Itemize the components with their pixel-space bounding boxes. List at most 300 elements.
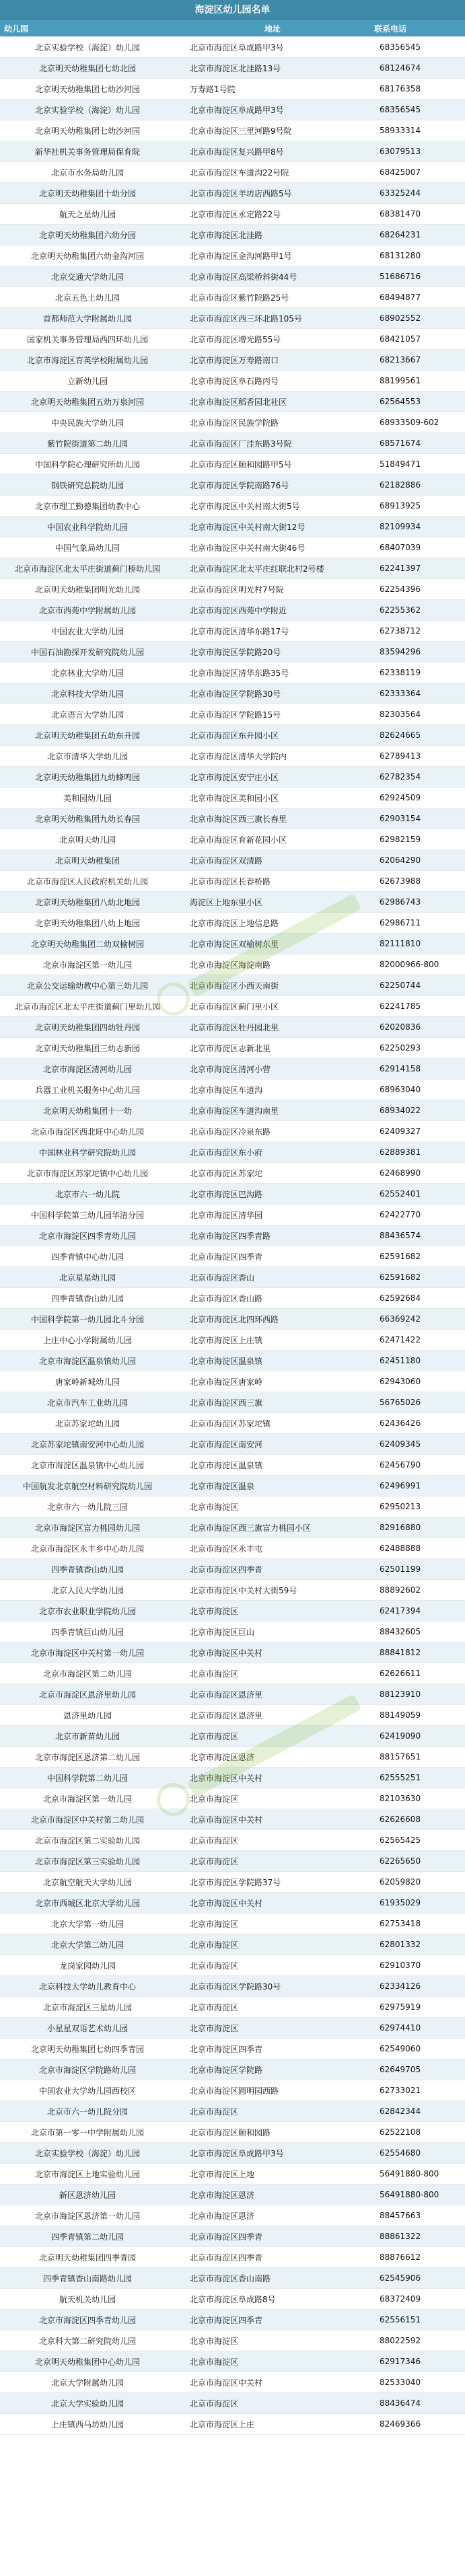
kindergarten-name: 北京市海淀区第二幼儿园 [0,1663,175,1684]
kindergarten-name: 北京科大第二研究院幼儿园 [0,2331,175,2351]
kindergarten-address: 北京市海淀区厂洼东路3号院 [175,433,370,454]
kindergarten-table [0,20,465,2435]
kindergarten-address: 北京市海淀区增光路55号 [175,329,370,350]
kindergarten-name: 北京林业大学幼儿园 [0,662,175,683]
table-row [0,371,465,391]
table-row [0,2393,465,2414]
table-row [0,2018,465,2039]
table-row [0,329,465,350]
kindergarten-address: 北京市海淀区四季青 [175,2039,370,2059]
kindergarten-phone: 62545906 [370,2268,465,2289]
kindergarten-address: 北京市海淀区 [175,2393,370,2414]
kindergarten-address: 北京市海淀区西三旗富力桃园小区 [175,1517,370,1538]
kindergarten-phone: 62250744 [370,975,465,996]
kindergarten-phone: 61935029 [370,1893,465,1914]
kindergarten-address: 北京市海淀区 [175,1497,370,1517]
kindergarten-address: 北京市海淀区四季青 [175,2226,370,2247]
kindergarten-phone: 68381470 [370,204,465,225]
kindergarten-phone: 62456790 [370,1455,465,1476]
kindergarten-phone: 62338119 [370,662,465,683]
table-row [0,412,465,433]
kindergarten-address: 北京市海淀区小西天南街 [175,975,370,996]
table-row [0,1455,465,1476]
table-row [0,454,465,475]
kindergarten-phone: 88123910 [370,1684,465,1705]
table-row [0,1663,465,1684]
table-row [0,2310,465,2331]
kindergarten-address: 北京市海淀区中关村 [175,1642,370,1663]
kindergarten-address: 北京市海淀区清华东路17号 [175,621,370,642]
kindergarten-phone: 62753418 [370,1914,465,1934]
kindergarten-name: 北京市海淀区上地实验幼儿园 [0,2164,175,2185]
table-row [0,475,465,496]
kindergarten-address: 北京市海淀区高梁桥斜街44号 [175,266,370,287]
kindergarten-phone: 68425007 [370,162,465,183]
table-row [0,746,465,767]
table-row [0,1100,465,1121]
kindergarten-name: 北京明天幼稚集团 [0,850,175,871]
kindergarten-name: 紫竹院街道第二幼儿园 [0,433,175,454]
table-row [0,245,465,266]
table-row [0,1392,465,1413]
kindergarten-address: 北京市海淀区上庄镇 [175,1330,370,1351]
kindergarten-address: 北京市海淀区阜成路甲3号 [175,2143,370,2164]
kindergarten-phone: 62549060 [370,2039,465,2059]
kindergarten-address: 海淀区上地东里小区 [175,892,370,913]
kindergarten-address: 北京市海淀区四季青路 [175,1225,370,1246]
kindergarten-address: 北京市海淀区稻香园北社区 [175,391,370,412]
kindergarten-name: 北京明天幼稚集团四季青园 [0,2247,175,2268]
kindergarten-phone: 62501199 [370,1559,465,1580]
kindergarten-phone: 62419090 [370,1726,465,1747]
kindergarten-address: 北京市海淀区中关村 [175,1768,370,1788]
kindergarten-phone: 82624665 [370,725,465,746]
kindergarten-address: 北京市海淀区双清路 [175,850,370,871]
kindergarten-phone: 82109934 [370,517,465,537]
kindergarten-name: 北京市海淀区富力桃园幼儿园 [0,1517,175,1538]
kindergarten-phone: 63079513 [370,141,465,162]
kindergarten-name: 中国科学院心理研究所幼儿园 [0,454,175,475]
kindergarten-name: 北京市海淀区温泉镇中心幼儿园 [0,1455,175,1476]
kindergarten-name: 航天机关幼儿园 [0,2289,175,2310]
kindergarten-phone: 68571674 [370,433,465,454]
kindergarten-name: 中国农业大学幼儿园 [0,621,175,642]
header-name: 幼儿园 [0,20,175,37]
table-row [0,2226,465,2247]
header-address: 地址 [175,20,370,37]
kindergarten-address: 北京市海淀区中关村南大街5号 [175,496,370,517]
kindergarten-phone: 82303564 [370,704,465,725]
table-row [0,1246,465,1267]
kindergarten-name: 中国航发北京航空材料研究院幼儿园 [0,1476,175,1497]
kindergarten-address: 北京市海淀区学院南路76号 [175,475,370,496]
table-row [0,2205,465,2226]
kindergarten-address: 北京市海淀区温泉镇 [175,1351,370,1371]
kindergarten-phone: 66369242 [370,1309,465,1330]
table-row [0,1809,465,1830]
kindergarten-name: 北京市海淀区中关村第二幼儿园 [0,1809,175,1830]
kindergarten-name: 北京市海淀区学院路幼儿园 [0,2059,175,2080]
kindergarten-phone: 62182886 [370,475,465,496]
kindergarten-phone: 62471422 [370,1330,465,1351]
kindergarten-phone: 56765026 [370,1392,465,1413]
kindergarten-address: 北京市海淀区清河小营 [175,1059,370,1079]
kindergarten-address: 北京市海淀区明光村7号院 [175,579,370,600]
kindergarten-name: 北京实验学校（海淀）幼儿园 [0,2143,175,2164]
kindergarten-address: 北京市海淀区巴沟路 [175,1184,370,1205]
kindergarten-phone: 82533040 [370,2372,465,2393]
kindergarten-phone: 62917346 [370,2351,465,2372]
kindergarten-phone: 88432605 [370,1622,465,1642]
kindergarten-address: 北京市海淀区中关村大街59号 [175,1580,370,1601]
kindergarten-name: 北京市海淀区三星幼儿园 [0,1997,175,2018]
kindergarten-address: 北京市海淀区北洼路13号 [175,58,370,79]
kindergarten-address: 北京市海淀区蓟门里小区 [175,996,370,1017]
kindergarten-address: 北京市海淀区恩济 [175,2205,370,2226]
kindergarten-name: 四季青镇巨山幼儿园 [0,1622,175,1642]
kindergarten-address: 北京市海淀区四季青 [175,2247,370,2268]
kindergarten-phone: 62417394 [370,1601,465,1622]
table-row [0,2351,465,2372]
table-row [0,58,465,79]
kindergarten-name: 北京市西城区北京大学幼儿园 [0,1893,175,1914]
table-row [0,1997,465,2018]
kindergarten-name: 北京市海淀区温泉镇幼儿园 [0,1351,175,1371]
kindergarten-phone: 62950213 [370,1497,465,1517]
kindergarten-address: 北京市海淀区羊坊店西路5号 [175,183,370,204]
kindergarten-address: 北京市海淀区 [175,1726,370,1747]
kindergarten-phone: 62064290 [370,850,465,871]
kindergarten-name: 北京市理工勤德集团幼教中心 [0,496,175,517]
table-row [0,1267,465,1288]
table-row [0,1580,465,1601]
kindergarten-phone: 62986711 [370,913,465,934]
kindergarten-name: 中国气象局幼儿园 [0,537,175,558]
kindergarten-phone: 62265650 [370,1851,465,1872]
table-row [0,2268,465,2289]
table-row [0,1622,465,1642]
kindergarten-phone: 56491880-800 [370,2185,465,2205]
kindergarten-phone: 88436474 [370,2393,465,2414]
kindergarten-address: 北京市海淀区西三环北路105号 [175,308,370,329]
kindergarten-address: 北京市海淀区中关村 [175,1809,370,1830]
kindergarten-name: 北京市新苗幼儿园 [0,1726,175,1747]
kindergarten-address: 北京市海淀区西苑中学附近 [175,600,370,621]
kindergarten-address: 北京市海淀区 [175,2351,370,2372]
table-body [0,37,465,2435]
kindergarten-address: 北京市海淀区三里河路9号院 [175,120,370,141]
kindergarten-phone: 62943060 [370,1371,465,1392]
table-row [0,433,465,454]
kindergarten-phone: 62914158 [370,1059,465,1079]
kindergarten-phone: 62592684 [370,1288,465,1309]
kindergarten-name: 北京苏家坨镇南安河中心幼儿园 [0,1434,175,1455]
table-row [0,537,465,558]
kindergarten-name: 北京市海淀区人民政府机关幼儿园 [0,871,175,892]
table-row [0,162,465,183]
kindergarten-phone: 62782354 [370,767,465,788]
table-row [0,225,465,245]
kindergarten-phone: 82916880 [370,1517,465,1538]
table-row [0,1351,465,1371]
kindergarten-phone: 62552401 [370,1184,465,1205]
table-row [0,120,465,141]
table-row [0,517,465,537]
table-row [0,1434,465,1455]
kindergarten-name: 北京明天幼稚集团明光幼儿园 [0,579,175,600]
kindergarten-name: 唐家岭新城幼儿园 [0,1371,175,1392]
kindergarten-name: 四季青镇香山幼儿园 [0,1288,175,1309]
kindergarten-phone: 68934022 [370,1100,465,1121]
kindergarten-address: 北京市海淀区金沟河路甲1号 [175,245,370,266]
kindergarten-name: 国家机关事务管理局西四环幼儿园 [0,329,175,350]
kindergarten-address: 北京市海淀区北太平庄红联北村2号楼 [175,558,370,579]
table-row [0,871,465,892]
kindergarten-name: 中国科学院第三幼儿园华清分园 [0,1205,175,1225]
kindergarten-name: 北京科技大学幼儿园 [0,683,175,704]
kindergarten-address: 北京市海淀区巨山 [175,1622,370,1642]
kindergarten-name: 北京大学第二幼儿园 [0,1934,175,1955]
table-row [0,1851,465,1872]
kindergarten-phone: 62451180 [370,1351,465,1371]
kindergarten-name: 中国科学院第一幼儿园北斗分园 [0,1309,175,1330]
kindergarten-name: 四季青镇香山南路幼儿园 [0,2268,175,2289]
kindergarten-name: 北京大学第一幼儿园 [0,1914,175,1934]
kindergarten-name: 北京市海淀区育英学校附属幼儿园 [0,350,175,371]
table-row [0,2059,465,2080]
table-row [0,767,465,788]
kindergarten-name: 航天之星幼儿园 [0,204,175,225]
kindergarten-name: 北京明天幼稚集团七幼沙河园 [0,79,175,100]
kindergarten-name: 北京市海淀区四季青幼儿园 [0,2310,175,2331]
kindergarten-name: 北京市海淀区恩济第二幼儿园 [0,1747,175,1768]
kindergarten-name: 北京星星幼儿园 [0,1267,175,1288]
kindergarten-name: 上庄中心小学附属幼儿园 [0,1330,175,1351]
kindergarten-address: 北京市海淀区 [175,2331,370,2351]
kindergarten-phone: 62496991 [370,1476,465,1497]
kindergarten-name: 北京公交运输幼教中心第三幼儿园 [0,975,175,996]
kindergarten-name: 北京明天幼稚集团六幼金沟河园 [0,245,175,266]
kindergarten-address: 北京市海淀区学院路30号 [175,683,370,704]
kindergarten-address: 北京市海淀区恩济 [175,2185,370,2205]
kindergarten-phone: 62422770 [370,1205,465,1225]
kindergarten-address: 北京市海淀区中关村南大街46号 [175,537,370,558]
table-row [0,725,465,746]
kindergarten-phone: 62436426 [370,1413,465,1434]
table-row [0,1059,465,1079]
table-row [0,954,465,975]
table-row [0,1476,465,1497]
kindergarten-address: 万寿路1号院 [175,79,370,100]
kindergarten-address: 北京市海淀区香山 [175,1267,370,1288]
kindergarten-phone: 88199561 [370,371,465,391]
kindergarten-address: 北京市海淀区颐和园路甲5号 [175,454,370,475]
kindergarten-name: 四季青镇第二幼儿园 [0,2226,175,2247]
table-row [0,934,465,954]
kindergarten-phone: 62555251 [370,1768,465,1788]
kindergarten-phone: 68372409 [370,2289,465,2310]
table-row [0,287,465,308]
table-row [0,1288,465,1309]
table-row [0,829,465,850]
table-row [0,579,465,600]
kindergarten-name: 龙岗家园幼儿园 [0,1955,175,1976]
kindergarten-name: 北京明天幼稚集团四幼牡丹园 [0,1017,175,1038]
kindergarten-name: 北京大学实验幼儿园 [0,2393,175,2414]
kindergarten-name: 北京明天幼稚集团中心幼儿园 [0,2351,175,2372]
kindergarten-address: 北京市海淀区恩济里 [175,1684,370,1705]
kindergarten-name: 北京市汽车工业幼儿园 [0,1392,175,1413]
kindergarten-name: 中国农业大学幼儿园西校区 [0,2080,175,2101]
kindergarten-address: 北京市海淀区车道沟 [175,1079,370,1100]
kindergarten-address: 北京市海淀区清华园 [175,1205,370,1225]
kindergarten-phone: 68902552 [370,308,465,329]
kindergarten-name: 小星星双语艺术幼儿园 [0,2018,175,2039]
kindergarten-phone: 68933509-602 [370,412,465,433]
table-row [0,183,465,204]
kindergarten-phone: 62626611 [370,1663,465,1684]
kindergarten-phone: 62250293 [370,1038,465,1059]
table-row [0,621,465,642]
kindergarten-phone: 68176358 [370,79,465,100]
kindergarten-phone: 62409327 [370,1121,465,1142]
table-row [0,1934,465,1955]
kindergarten-name: 北京市农业职业学院幼儿园 [0,1601,175,1622]
kindergarten-address: 北京市海淀区美和园小区 [175,788,370,808]
kindergarten-phone: 68124674 [370,58,465,79]
table-row [0,1747,465,1768]
kindergarten-phone: 62982159 [370,829,465,850]
kindergarten-address: 北京市海淀区 [175,1601,370,1622]
kindergarten-address: 北京市海淀区阜成路甲3号 [175,100,370,120]
table-row [0,1768,465,1788]
kindergarten-name: 北京市海淀区清河幼儿园 [0,1059,175,1079]
kindergarten-address: 北京市海淀区苏家坨 [175,1163,370,1184]
kindergarten-phone: 62020836 [370,1017,465,1038]
table-row [0,704,465,725]
kindergarten-phone: 62333364 [370,683,465,704]
kindergarten-address: 北京市海淀区北四环西路 [175,1309,370,1330]
kindergarten-address: 北京市海淀区安宁庄小区 [175,767,370,788]
kindergarten-phone: 62910370 [370,1955,465,1976]
kindergarten-phone: 62673988 [370,871,465,892]
kindergarten-name: 北京交通大学幼儿园 [0,266,175,287]
kindergarten-name: 北京市海淀区第一幼儿园 [0,1788,175,1809]
kindergarten-address: 北京市海淀区恩济 [175,1747,370,1768]
table-row [0,1413,465,1434]
table-row [0,2101,465,2122]
kindergarten-address: 北京市海淀区阜成路甲3号 [175,37,370,58]
kindergarten-name: 北京明天幼稚集团五幼东升园 [0,725,175,746]
kindergarten-phone: 62738712 [370,621,465,642]
kindergarten-name: 中国林业科学研究院幼儿园 [0,1142,175,1163]
kindergarten-phone: 63325244 [370,183,465,204]
kindergarten-address: 北京市海淀区恩济里 [175,1705,370,1726]
kindergarten-phone: 62975919 [370,1997,465,2018]
kindergarten-phone: 62556151 [370,2310,465,2331]
kindergarten-phone: 62254396 [370,579,465,600]
table-row [0,850,465,871]
kindergarten-phone: 62889381 [370,1142,465,1163]
kindergarten-address: 北京市海淀区 [175,1830,370,1851]
kindergarten-phone: 88157651 [370,1747,465,1768]
table-row [0,1705,465,1726]
kindergarten-name: 北京明天幼稚集团八幼北地园 [0,892,175,913]
kindergarten-address: 北京市海淀区永丰屯 [175,1538,370,1559]
kindergarten-phone: 68356545 [370,100,465,120]
table-row [0,1330,465,1351]
table-row [0,1205,465,1225]
kindergarten-address: 北京市海淀区温泉镇 [175,1455,370,1476]
kindergarten-address: 北京市海淀区圆明园西路 [175,2080,370,2101]
kindergarten-address: 北京市海淀区苏家坨镇 [175,1413,370,1434]
kindergarten-address: 北京市海淀区上庄 [175,2414,370,2435]
kindergarten-address: 北京市海淀区海淀南路 [175,954,370,975]
table-row [0,1142,465,1163]
kindergarten-phone: 62591682 [370,1267,465,1288]
table-row [0,788,465,808]
table-row [0,100,465,120]
kindergarten-phone: 82111810 [370,934,465,954]
table-row [0,1121,465,1142]
table-row [0,600,465,621]
kindergarten-name: 兵器工业机关服务中心幼儿园 [0,1079,175,1100]
kindergarten-address: 北京市海淀区上地信息路 [175,913,370,934]
kindergarten-phone: 88149059 [370,1705,465,1726]
table-row [0,808,465,829]
table-row [0,642,465,662]
kindergarten-name: 北京市海淀区第三实验幼儿园 [0,1851,175,1872]
kindergarten-address: 北京市海淀区阜石路丙号 [175,371,370,391]
kindergarten-name: 首都师范大学附属幼儿园 [0,308,175,329]
kindergarten-address: 北京市海淀区双榆树东里 [175,934,370,954]
kindergarten-phone: 51686716 [370,266,465,287]
kindergarten-address: 北京市海淀区香山南路 [175,2268,370,2289]
kindergarten-address: 北京市海淀区阜成路8号 [175,2289,370,2310]
kindergarten-phone: 62522108 [370,2122,465,2143]
kindergarten-name: 北京明天幼稚集团十幼分园 [0,183,175,204]
table-row [0,1893,465,1914]
kindergarten-address: 北京市海淀区学院路30号 [175,1976,370,1997]
kindergarten-name: 北京科技大学幼儿教育中心 [0,1976,175,1997]
table-row [0,204,465,225]
table-row [0,1642,465,1663]
kindergarten-phone: 62842344 [370,2101,465,2122]
kindergarten-phone: 62059820 [370,1872,465,1893]
kindergarten-address: 北京市海淀区 [175,1934,370,1955]
kindergarten-address: 北京市海淀区学院路15号 [175,704,370,725]
table-row [0,391,465,412]
table-header-row [0,20,465,37]
kindergarten-address: 北京市海淀区永定路22号 [175,204,370,225]
kindergarten-address: 北京市海淀区清华大学院内 [175,746,370,767]
kindergarten-address: 北京市海淀区 [175,1788,370,1809]
table-row [0,2331,465,2351]
kindergarten-address: 北京市海淀区中关村 [175,1893,370,1914]
kindergarten-name: 北京市海淀区第二实验幼儿园 [0,1830,175,1851]
kindergarten-phone: 62255362 [370,600,465,621]
kindergarten-phone: 62649705 [370,2059,465,2080]
table-row [0,1038,465,1059]
kindergarten-phone: 68356545 [370,37,465,58]
table-row [0,975,465,996]
kindergarten-phone: 62565425 [370,1830,465,1851]
table-row [0,662,465,683]
kindergarten-address: 北京市海淀区清华东路35号 [175,662,370,683]
table-row [0,2143,465,2164]
table-row [0,1976,465,1997]
kindergarten-address: 北京市海淀区四季青 [175,1559,370,1580]
